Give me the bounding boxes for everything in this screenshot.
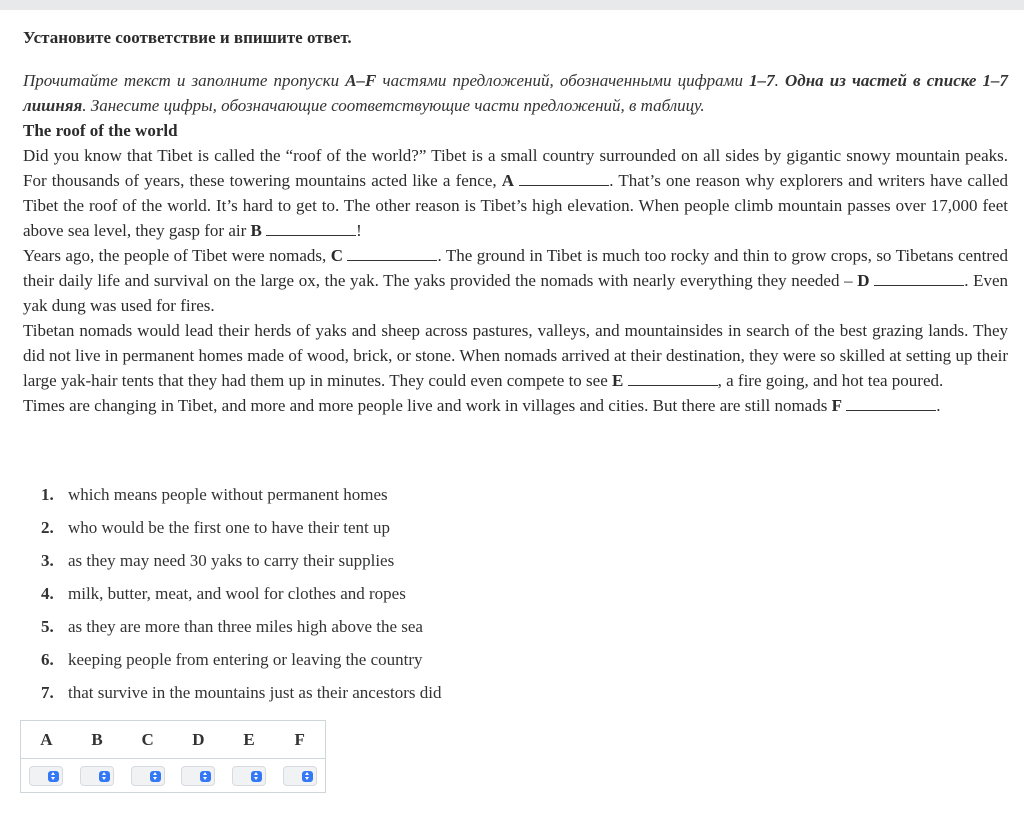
option-text: that survive in the mountains just as their ancestors did <box>68 683 442 702</box>
option-item <box>41 676 441 709</box>
chevron-up-down-icon <box>48 771 59 782</box>
instructions-extra-note: Одна из частей в списке 1–7 лишняя <box>23 71 1009 115</box>
answer-table-header <box>21 721 325 759</box>
answer-table <box>20 720 326 793</box>
answer-column-c: C <box>141 730 154 749</box>
paragraph-text: Times are changing in Tibet, and more and more people live and work in villages and cities. But there are still nomads <box>23 396 832 415</box>
gap-blank-e <box>628 371 718 386</box>
answer-column-e: E <box>243 730 255 749</box>
option-item <box>41 511 441 544</box>
paragraph-4 <box>23 393 1008 418</box>
chevron-up-down-icon <box>302 771 313 782</box>
instructions-text: . <box>774 71 785 90</box>
answer-column-b: B <box>91 730 103 749</box>
answer-column-a: A <box>40 730 53 749</box>
options-list <box>41 478 441 709</box>
paragraph-text: . Even yak dung was used for fires. <box>23 271 1009 315</box>
instructions-text: частями предложений, обозначенными цифрами <box>376 71 750 90</box>
answer-cell-b <box>72 759 123 793</box>
paragraph-text: Did you know that Tibet is called the “roof of the world?” Tibet is a small country surrounded on all sides by gigantic snowy mountain peaks. For thousands of years, these towering mountains acted like a fence, <box>23 146 1008 190</box>
answer-select-c[interactable] <box>131 766 165 786</box>
option-text: milk, butter, meat, and wool for clothes and ropes <box>68 584 406 603</box>
gap-letter-b: B <box>250 221 262 240</box>
gap-letter-a: A <box>501 171 515 190</box>
option-number: 5. <box>41 617 54 636</box>
answer-cell-e <box>224 759 275 793</box>
answer-select-d[interactable] <box>181 766 215 786</box>
answer-select-f[interactable] <box>283 766 317 786</box>
paragraph-text: . The ground in Tibet is much too rocky and thin to grow crops, so Tibetans centred their daily life and survival on the large ox, the yak. The yaks provided the nomads with nearly everything they needed – <box>23 246 1008 290</box>
instructions-text: . Занесите цифры, обозначающие соответствующие части предложений, в таблицу. <box>82 96 705 115</box>
paragraph-text: , a fire going, and hot tea poured. <box>717 371 944 390</box>
option-text: which means people without permanent homes <box>68 485 388 504</box>
instructions-gap-range: A–F <box>345 71 377 90</box>
answer-cell-d <box>173 759 224 793</box>
chevron-up-down-icon <box>200 771 211 782</box>
instructions-option-range: 1–7 <box>749 71 775 90</box>
gap-blank-f <box>846 396 936 411</box>
option-item <box>41 577 441 610</box>
gap-letter-d: D <box>857 271 870 290</box>
answer-column-f: F <box>294 730 305 749</box>
answer-select-b[interactable] <box>80 766 114 786</box>
paragraph-text: . <box>936 396 941 415</box>
top-bar <box>0 0 1024 10</box>
option-item <box>41 478 441 511</box>
option-number: 7. <box>41 683 54 702</box>
option-text: keeping people from entering or leaving the country <box>68 650 423 669</box>
option-number: 6. <box>41 650 54 669</box>
gap-letter-c: C <box>330 246 344 265</box>
option-item <box>41 610 441 643</box>
option-number: 1. <box>41 485 54 504</box>
chevron-up-down-icon <box>99 771 110 782</box>
option-text: who would be the first one to have their tent up <box>68 518 390 537</box>
answer-select-a[interactable] <box>29 766 63 786</box>
gap-letter-e: E <box>612 371 624 390</box>
answer-cell-f <box>274 759 325 793</box>
text-title: The roof of the world <box>23 121 178 140</box>
option-number: 2. <box>41 518 54 537</box>
task-instructions <box>23 68 1008 118</box>
chevron-up-down-icon <box>150 771 161 782</box>
option-number: 4. <box>41 584 54 603</box>
option-text: as they are more than three miles high above the sea <box>68 617 423 636</box>
option-item <box>41 544 441 577</box>
gap-blank-b <box>266 221 356 236</box>
option-text: as they may need 30 yaks to carry their supplies <box>68 551 395 570</box>
paragraph-text: Years ago, the people of Tibet were nomads, <box>23 246 331 265</box>
paragraph-text: Tibetan nomads would lead their herds of yaks and sheep across pastures, valleys, and mountainsides in search of the best grazing lands. They did not live in permanent homes made of wood, brick, or stone. When nomads arrived at their destination, they were so skilled at setting up their large yak-hair tents that they had them up in minutes. They could even compete to see <box>23 321 1008 390</box>
answer-column-d: D <box>192 730 205 749</box>
chevron-up-down-icon <box>251 771 262 782</box>
gap-blank-a <box>519 171 609 186</box>
paragraph-text: ! <box>356 221 362 240</box>
answer-select-e[interactable] <box>232 766 266 786</box>
task-heading: Установите соответствие и впишите ответ. <box>23 28 352 47</box>
gap-blank-c <box>347 246 437 261</box>
answer-cell-a <box>21 759 72 793</box>
paragraph-text: . That’s one reason why explorers and writers have called Tibet the roof of the world. It’s hard to get to. The other reason is Tibet’s high elevation. When people climb mountain passes over 17,000 feet above sea level, they gasp for air <box>23 171 1008 240</box>
instructions-text: Прочитайте текст и заполните пропуски <box>23 71 346 90</box>
answer-cell-c <box>122 759 173 793</box>
task-content <box>23 26 1008 418</box>
paragraph-3 <box>23 318 1008 393</box>
gap-letter-f: F <box>831 396 842 415</box>
paragraph-1 <box>23 143 1008 243</box>
option-number: 3. <box>41 551 54 570</box>
option-item <box>41 643 441 676</box>
paragraph-2 <box>23 243 1008 318</box>
gap-blank-d <box>874 271 964 286</box>
answer-select-row <box>21 759 325 793</box>
